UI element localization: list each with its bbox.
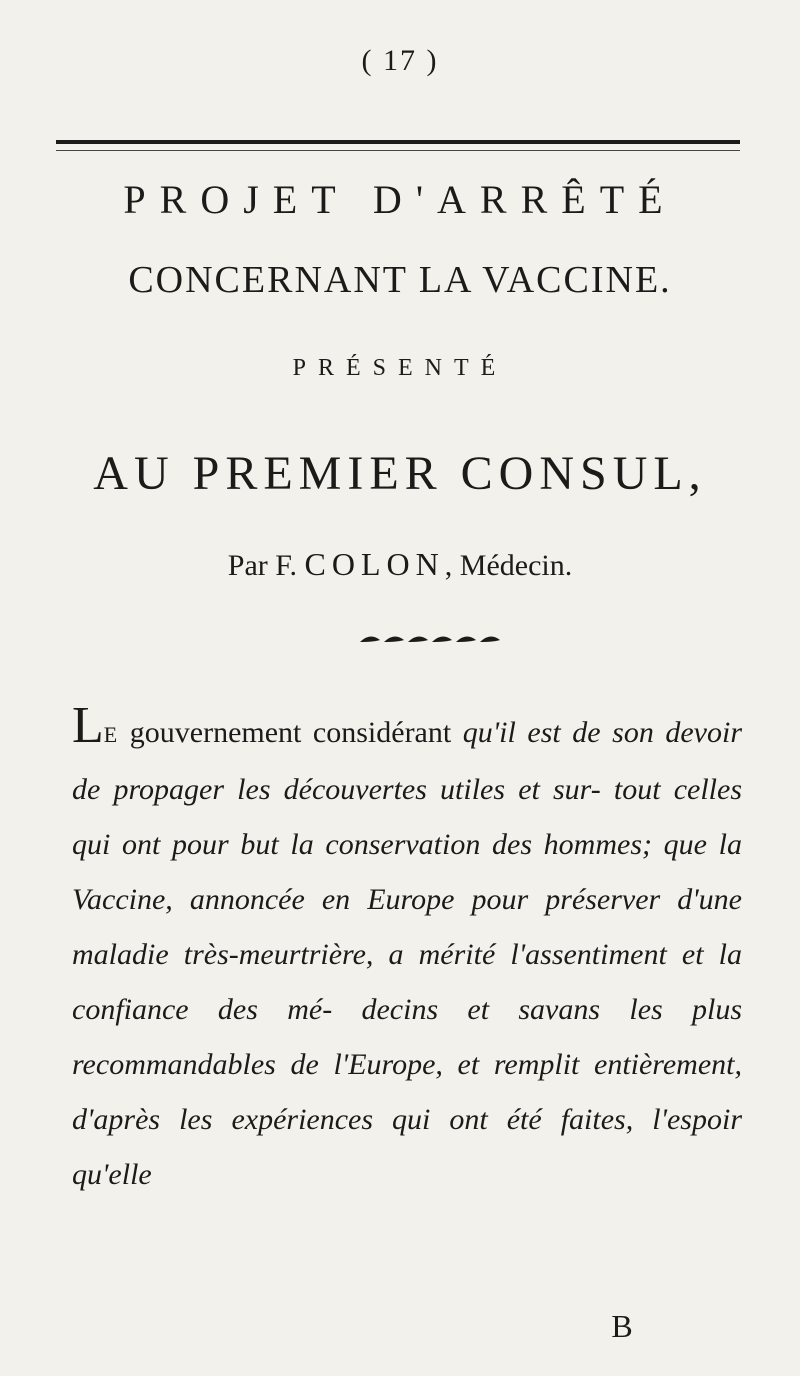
document-subtitle: CONCERNANT LA VACCINE. [128,259,672,301]
author-prefix: Par F. [227,549,298,582]
body-paragraph [72,697,743,1202]
signature-mark: B [611,1308,633,1344]
decorative-ornament-icon [356,628,516,650]
author-line [0,546,800,583]
italic-text: qu'il est de son devoir de propager les découvertes utiles et sur- tout celles qui ont pour but la conservation des hommes; que la Vaccine, annoncée en Europe pour préserver d'une maladie très-meurtrière, a mérité l'assentiment et la confiance des mé- decins et savans les plus recommandables de l'Europe, et remplit entièrement, d'après les expériences qui ont été faites, l'espoir qu'elle [72,716,743,1191]
presented-label: PRÉSENTÉ [292,355,508,381]
author-name: COLON [304,546,445,582]
opening-text: gouvernement considérant [118,716,463,749]
drop-capital: L [72,697,104,754]
author-suffix: , Médecin. [444,549,573,582]
document-title: PROJET D'ARRÊTÉ [123,177,677,222]
opening-small-caps: E [103,722,119,747]
page-number: ( 17 ) [361,44,439,77]
header-rule-thin [56,150,740,151]
recipient-line: AU PREMIER CONSUL, [93,447,707,500]
header-rule-thick [56,140,740,144]
